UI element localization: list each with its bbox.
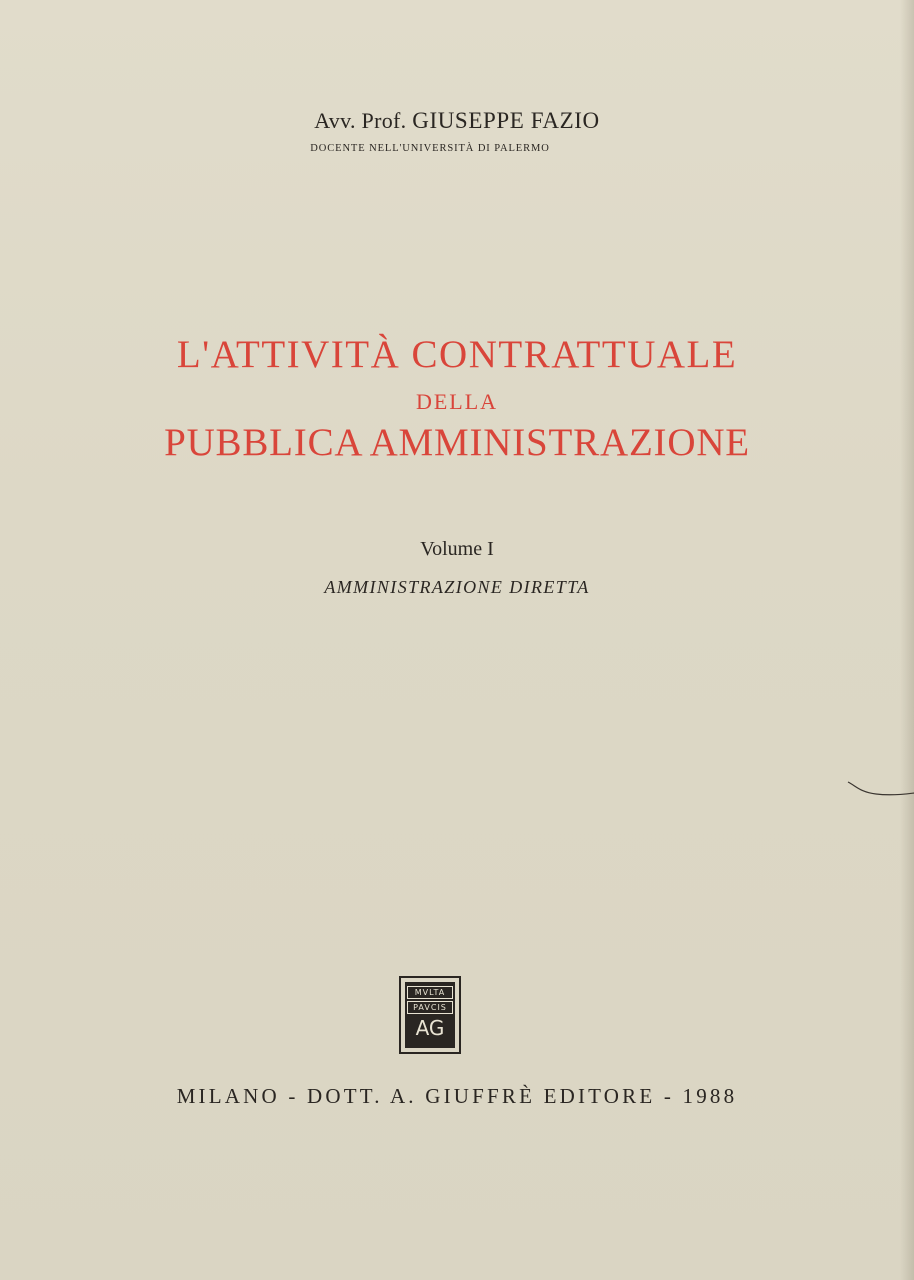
author-prefix: Avv. Prof. bbox=[314, 108, 407, 133]
author-name: GIUSEPPE FAZIO bbox=[412, 108, 600, 133]
title-line-2: DELLA bbox=[415, 389, 499, 414]
publisher-logo bbox=[399, 976, 461, 1054]
logo-motto-line-1: MVLTA bbox=[407, 986, 453, 999]
logo-motto-line-2: PAVCIS bbox=[407, 1001, 453, 1014]
author-line bbox=[0, 108, 914, 134]
volume-label: Volume I bbox=[420, 538, 494, 560]
publisher-logo-inner bbox=[405, 982, 455, 1048]
logo-monogram: AG bbox=[415, 1016, 445, 1040]
title-line-3: PUBBLICA AMMINISTRAZIONE bbox=[164, 421, 750, 464]
author-affiliation: DOCENTE NELL'UNIVERSITÀ DI PALERMO bbox=[310, 143, 550, 154]
volume-subtitle: AMMINISTRAZIONE DIRETTA bbox=[324, 577, 590, 597]
title-line-1: L'ATTIVITÀ CONTRATTUALE bbox=[176, 333, 738, 376]
publisher-imprint: MILANO - DOTT. A. GIUFFRÈ EDITORE - 1988 bbox=[176, 1084, 738, 1108]
cover-edge-shadow bbox=[900, 0, 914, 1280]
